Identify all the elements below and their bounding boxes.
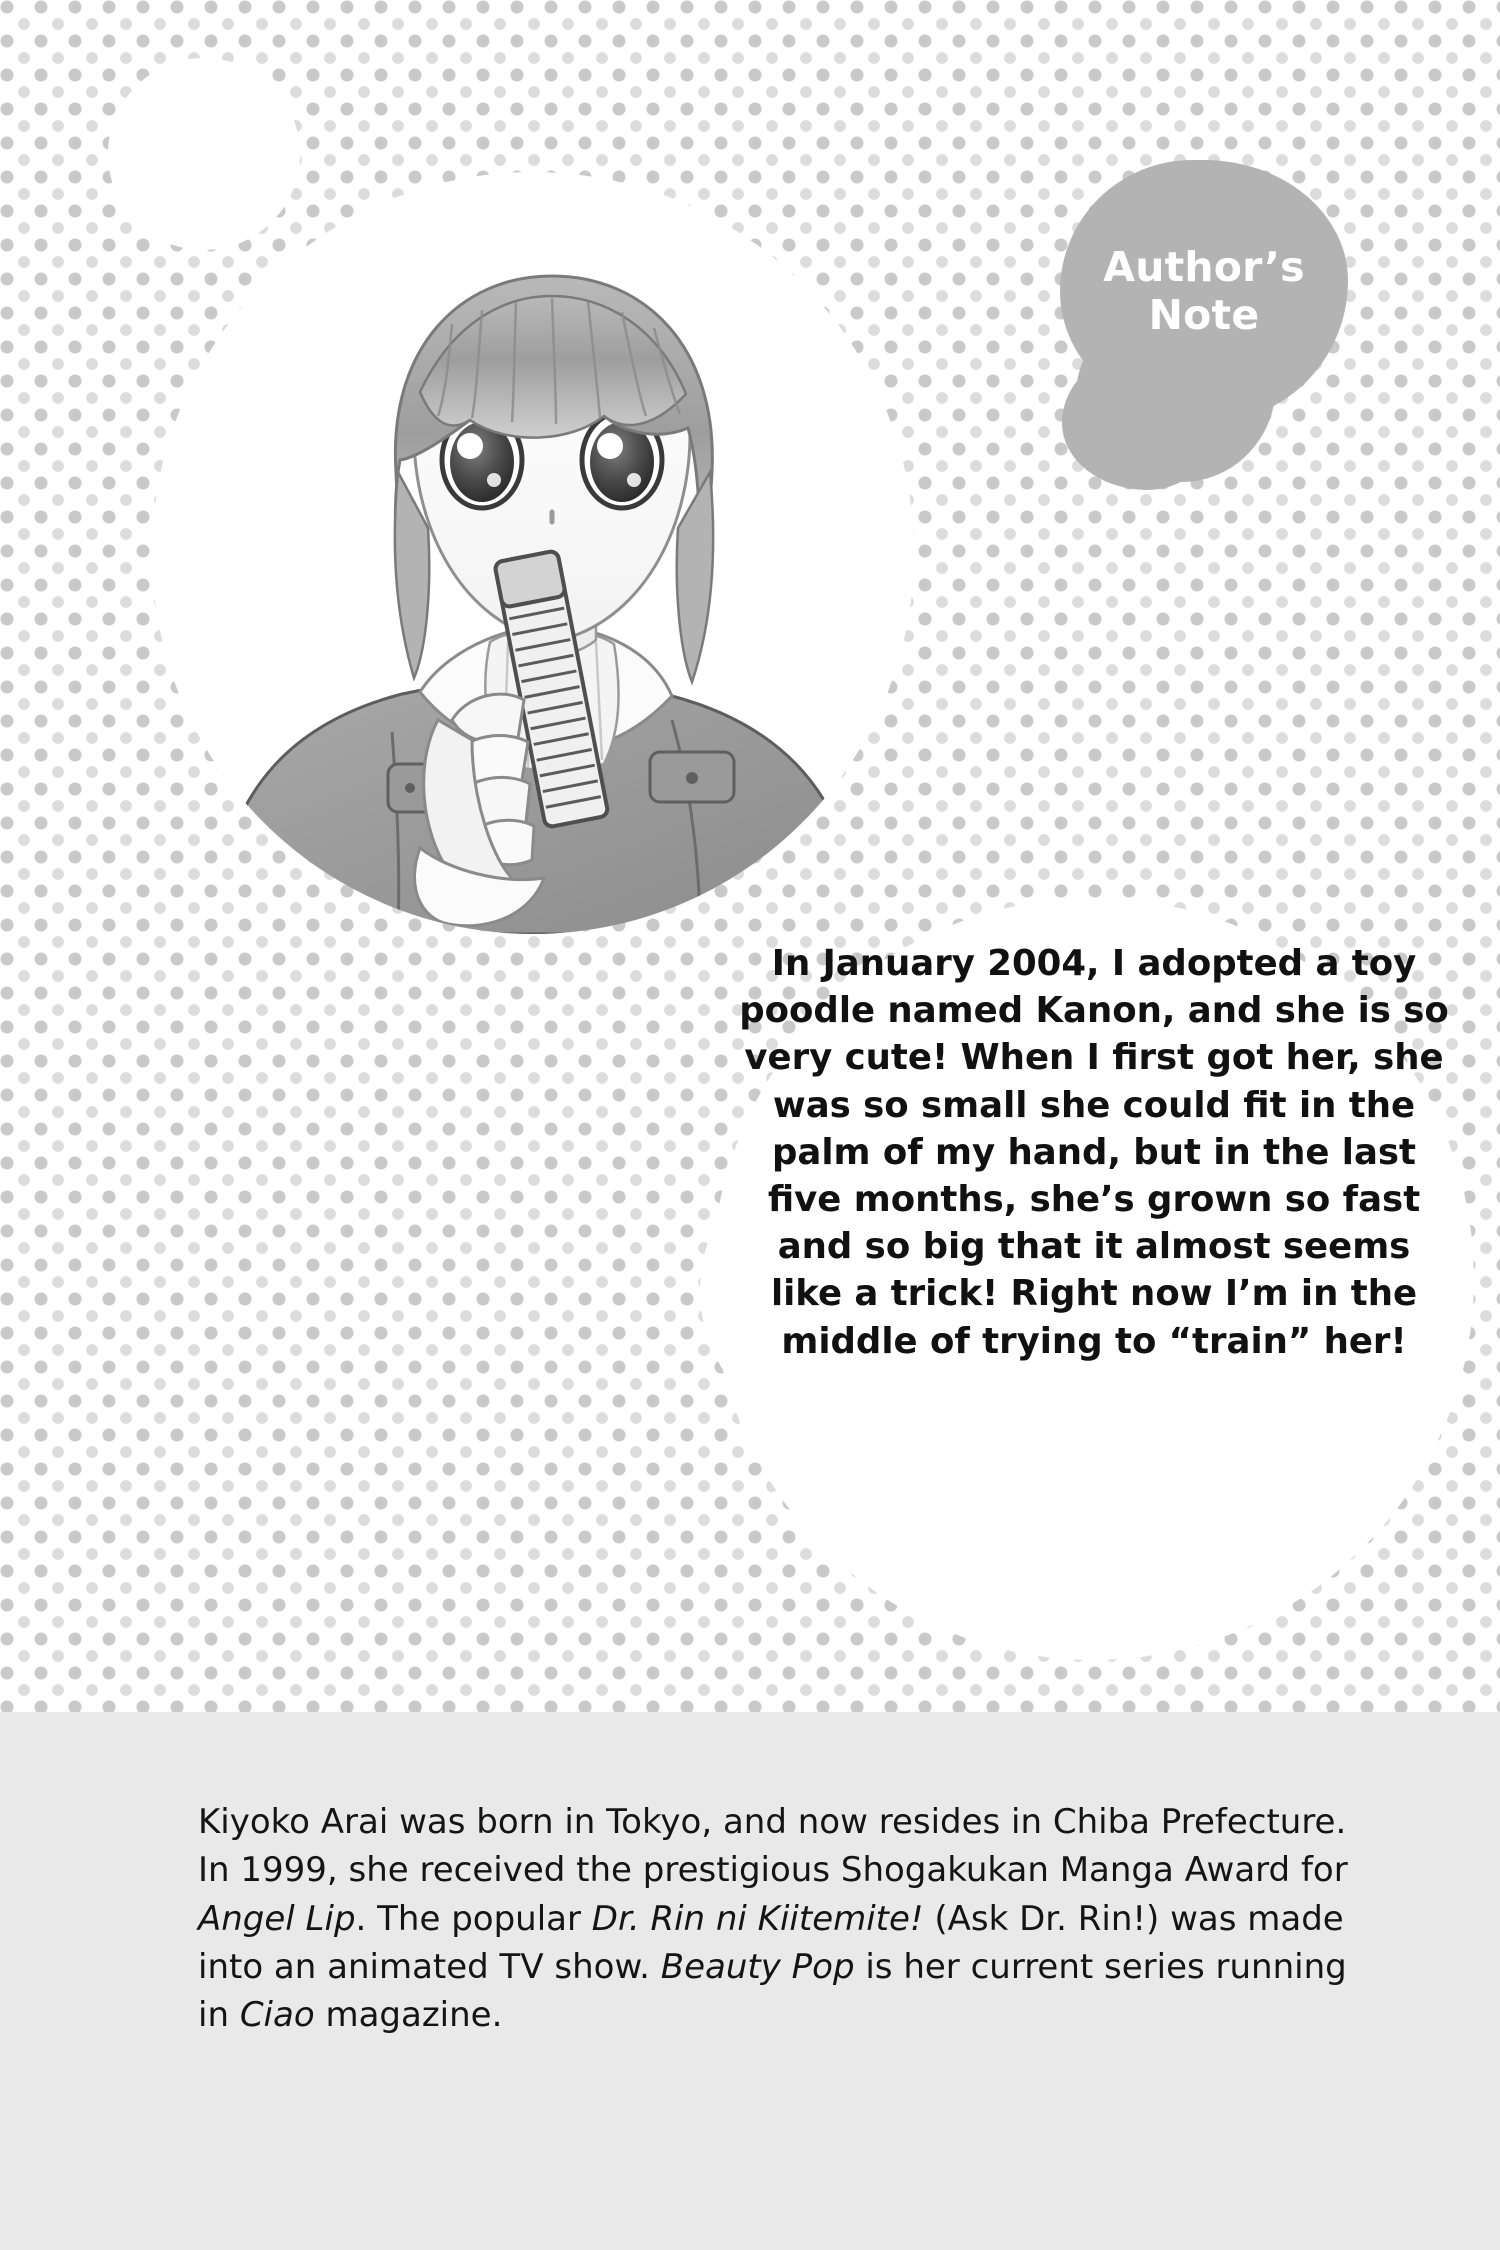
bio-text-run: . The popular bbox=[355, 1898, 592, 1939]
bio-text-run: is her current series running in bbox=[198, 1946, 1347, 2036]
authors-note-paragraph: In January 2004, I adopted a toy poodle named Kanon, and she is so very cute! When I first got her, she was so small she could fit in the palm of my hand, but in the last five months, she’s grown so fast and so big that it almost seems like a trick! Right now I’m in the middle of trying to “train” her! bbox=[739, 943, 1449, 1362]
bio-text-run: Kiyoko Arai was born in Tokyo, and now resides in Chiba Prefecture. In 1999, she received the prestigious Shogakukan Manga Award for bbox=[198, 1802, 1348, 1891]
bio-title-italic: Angel Lip bbox=[198, 1898, 356, 1939]
bio-text-run: magazine. bbox=[314, 1995, 503, 2036]
authors-note-label-line1: Author’s bbox=[1103, 242, 1305, 291]
authors-note-badge bbox=[1060, 160, 1348, 422]
bio-title-italic: Ciao bbox=[239, 1995, 315, 2036]
author-portrait-illustration bbox=[152, 172, 914, 934]
bio-title-italic: Beauty Pop bbox=[660, 1946, 855, 1987]
bio-title-italic: Dr. Rin ni Kiitemite! bbox=[591, 1898, 924, 1939]
authors-note-label-line2: Note bbox=[1148, 291, 1260, 339]
authors-note-label bbox=[1103, 243, 1304, 340]
decorative-bubble-small bbox=[108, 58, 300, 250]
author-bio-text bbox=[198, 1798, 1358, 2039]
bio-text-run: (Ask Dr. Rin!) was made into an animated TV show. bbox=[198, 1898, 1344, 1987]
